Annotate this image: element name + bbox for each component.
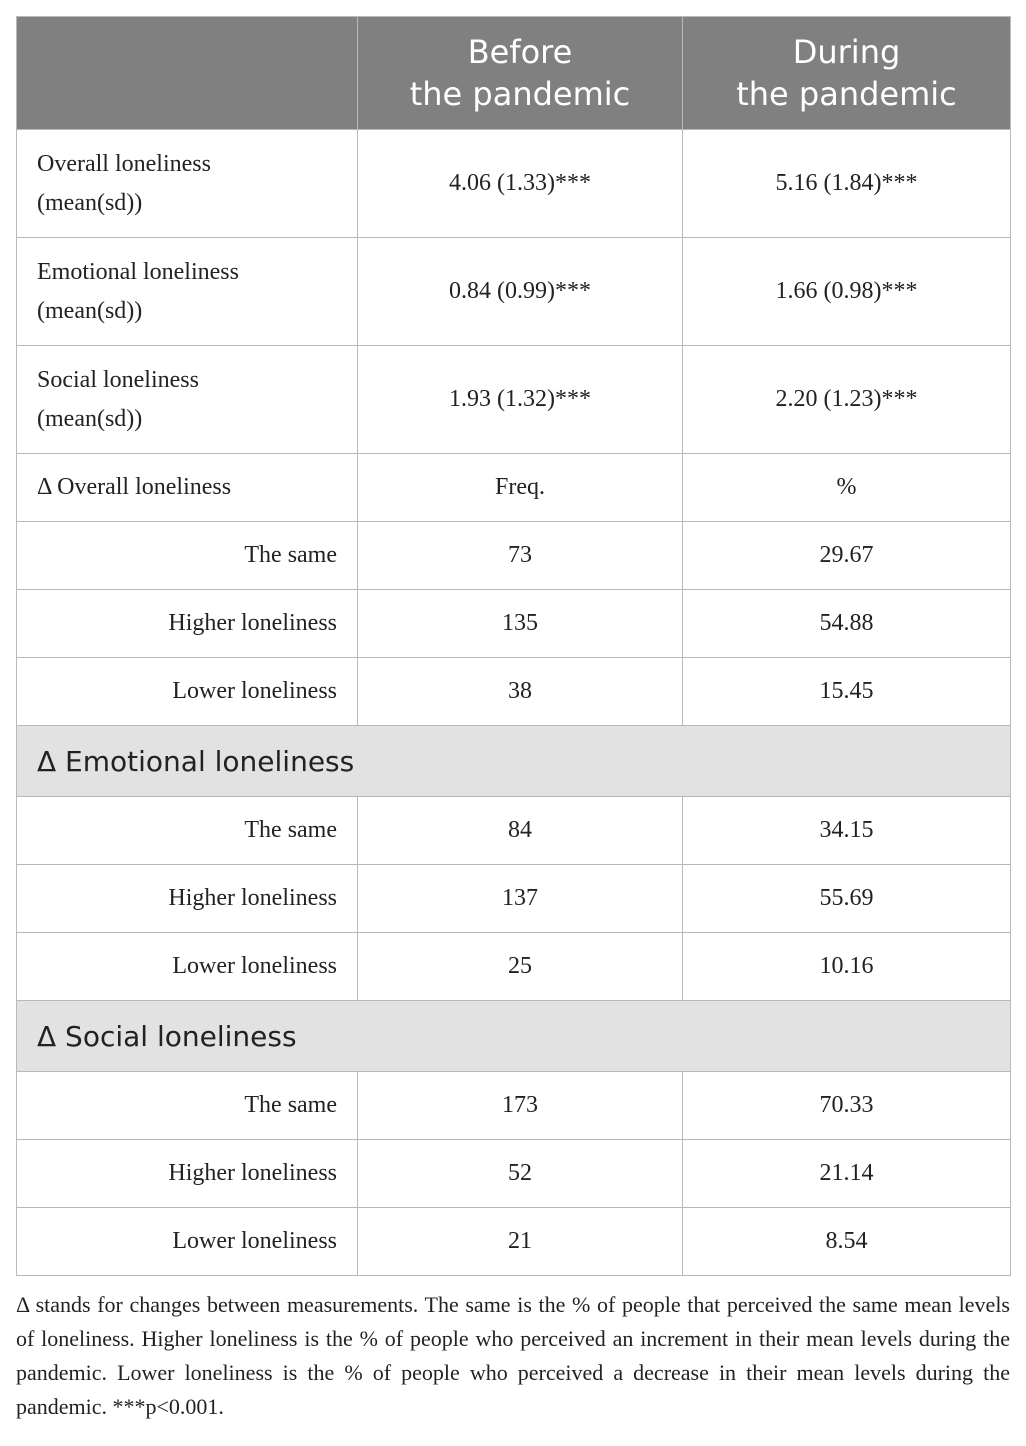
row-freq: 84	[358, 797, 683, 865]
header-during-line2: the pandemic	[736, 75, 957, 113]
pct-header: %	[683, 454, 1011, 522]
row-pct: 15.45	[683, 658, 1011, 726]
table-row	[17, 590, 1011, 658]
table-row	[17, 522, 1011, 590]
row-freq: 137	[358, 865, 683, 933]
table-row	[17, 797, 1011, 865]
stat-label-line2: (mean(sd))	[37, 189, 143, 216]
stat-during: 5.16 (1.84)***	[683, 130, 1011, 238]
row-label: The same	[17, 797, 358, 865]
row-freq: 21	[358, 1208, 683, 1276]
header-before	[358, 17, 683, 130]
header-during-line1: During	[792, 33, 901, 71]
stat-label	[17, 346, 358, 454]
overall-delta-header-row	[17, 454, 1011, 522]
header-row	[17, 17, 1011, 130]
header-blank-cell	[17, 17, 358, 130]
stat-during: 1.66 (0.98)***	[683, 238, 1011, 346]
row-freq: 73	[358, 522, 683, 590]
row-freq: 52	[358, 1140, 683, 1208]
row-pct: 29.67	[683, 522, 1011, 590]
stat-row-social	[17, 346, 1011, 454]
table-container	[16, 16, 1010, 1446]
table-row	[17, 865, 1011, 933]
row-label: Lower loneliness	[17, 658, 358, 726]
row-freq: 38	[358, 658, 683, 726]
stat-before: 4.06 (1.33)***	[358, 130, 683, 238]
row-freq: 173	[358, 1072, 683, 1140]
stat-label	[17, 238, 358, 346]
row-label: Higher loneliness	[17, 1140, 358, 1208]
stat-label-line1: Emotional loneliness	[37, 258, 239, 285]
overall-delta-label: Δ Overall loneliness	[17, 454, 358, 522]
row-label: The same	[17, 522, 358, 590]
stat-before: 0.84 (0.99)***	[358, 238, 683, 346]
row-label: Lower loneliness	[17, 933, 358, 1001]
row-pct: 54.88	[683, 590, 1011, 658]
row-label: Lower loneliness	[17, 1208, 358, 1276]
stat-before: 1.93 (1.32)***	[358, 346, 683, 454]
table-row	[17, 933, 1011, 1001]
emotional-section-label: Δ Emotional loneliness	[17, 726, 1011, 797]
row-pct: 8.54	[683, 1208, 1011, 1276]
stat-during: 2.20 (1.23)***	[683, 346, 1011, 454]
row-label: Higher loneliness	[17, 590, 358, 658]
loneliness-table	[16, 16, 1011, 1276]
row-pct: 10.16	[683, 933, 1011, 1001]
table-row	[17, 1208, 1011, 1276]
emotional-section-row	[17, 726, 1011, 797]
row-pct: 21.14	[683, 1140, 1011, 1208]
stat-label	[17, 130, 358, 238]
row-pct: 34.15	[683, 797, 1011, 865]
row-pct: 70.33	[683, 1072, 1011, 1140]
social-section-row	[17, 1001, 1011, 1072]
row-freq: 25	[358, 933, 683, 1001]
social-section-label: Δ Social loneliness	[17, 1001, 1011, 1072]
stat-label-line1: Overall loneliness	[37, 150, 211, 177]
table-row	[17, 1072, 1011, 1140]
row-pct: 55.69	[683, 865, 1011, 933]
table-footnote: Δ stands for changes between measurements. The same is the % of people that perceived the same mean levels of loneliness. Higher loneliness is the % of people who perceived an increment in their mean levels during the pandemic. Lower loneliness is the % of people who perceived a decrease in their mean levels during the pandemic. ***p<0.001.	[16, 1292, 1010, 1419]
header-before-line1: Before	[467, 33, 573, 71]
row-freq: 135	[358, 590, 683, 658]
stat-label-line2: (mean(sd))	[37, 297, 143, 324]
header-before-line2: the pandemic	[409, 75, 631, 113]
row-label: The same	[17, 1072, 358, 1140]
stat-row-emotional	[17, 238, 1011, 346]
row-label: Higher loneliness	[17, 865, 358, 933]
stat-label-line2: (mean(sd))	[37, 405, 143, 432]
stat-row-overall	[17, 130, 1011, 238]
table-row	[17, 1140, 1011, 1208]
table-row	[17, 658, 1011, 726]
freq-header: Freq.	[358, 454, 683, 522]
header-during	[683, 17, 1011, 130]
stat-label-line1: Social loneliness	[37, 366, 199, 393]
